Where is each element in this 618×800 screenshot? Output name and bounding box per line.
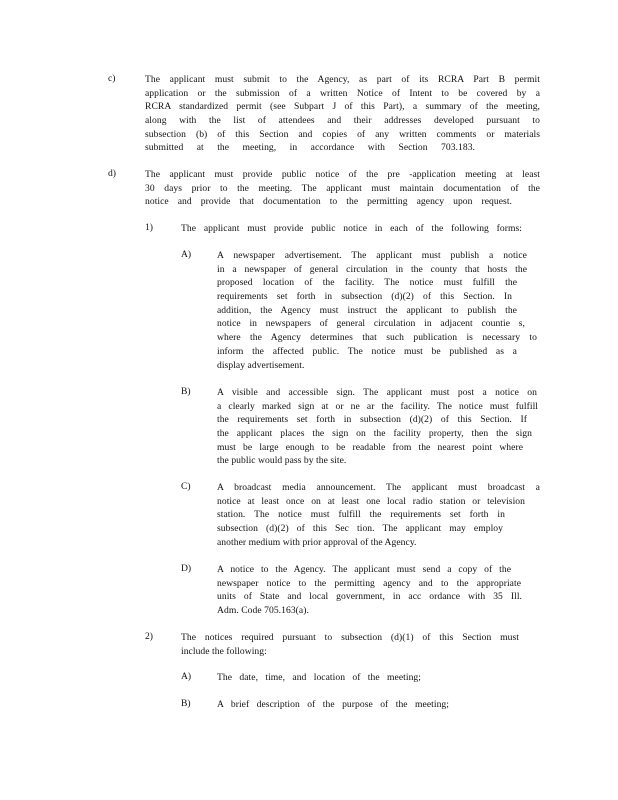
paragraph-text <box>217 481 540 549</box>
text-line: requirements set forth in subsection (d)(2) of this Section. In <box>217 291 512 303</box>
text-line: proposed location of the facility. The notice must fulfill the <box>217 277 517 289</box>
text-line: display advertisement. <box>217 359 305 371</box>
paragraph-text <box>217 563 540 618</box>
text-line: along with the list of attendees and their addresses developed pursuant to <box>145 115 540 127</box>
text-line: notice at least once on at least one local radio station or television <box>217 495 525 507</box>
paragraph-marker: B) <box>181 698 191 709</box>
text-line: where the Agency determines that such publication is necessary to <box>217 332 537 344</box>
text-line: another medium with prior approval of the Agency. <box>217 536 417 548</box>
text-line: A broadcast media announcement. The applicant must broadcast a <box>217 482 540 493</box>
paragraph-marker: D) <box>181 563 192 574</box>
text-line: station. The notice must fulfill the requirements set forth in <box>217 509 505 521</box>
paragraph-text <box>217 698 540 712</box>
text-line: notice and provide that documentation to the permitting agency upon request. <box>145 196 512 208</box>
paragraph-marker: 1) <box>145 222 153 233</box>
text-line: A brief description of the purpose of the meeting; <box>217 699 449 710</box>
text-line: A visible and accessible sign. The applicant must post a notice on <box>217 387 537 398</box>
text-line: include the following: <box>181 645 267 657</box>
paragraph-marker: d) <box>108 168 116 179</box>
text-line: a clearly marked sign at or ne ar the facility. The notice must fulfill <box>217 400 538 412</box>
text-line: inform the affected public. The notice must be published as a <box>217 345 517 357</box>
text-line: notice in newspapers of general circulation in adjacent countie s, <box>217 318 525 330</box>
paragraph-marker: A) <box>181 671 192 682</box>
text-line: subsection (b) of this Section and copies of any written comments or materials <box>145 128 540 140</box>
text-line: 30 days prior to the meeting. The applicant must maintain documentation of the <box>145 182 540 194</box>
text-line: A notice to the Agency. The applicant must send a copy of the <box>217 564 511 575</box>
text-line: addition, the Agency must instruct the applicant to publish the <box>217 304 517 316</box>
paragraph-text <box>181 631 540 658</box>
text-line: application or the submission of a written Notice of Intent to be covered by a <box>145 87 540 99</box>
text-line: Adm. Code 705.163(a). <box>217 605 309 617</box>
text-line: in a newspaper of general circulation in the county that hosts the <box>217 263 527 275</box>
paragraph-text <box>217 386 540 468</box>
paragraph-marker: A) <box>181 249 192 260</box>
text-line: The notices required pursuant to subsection (d)(1) of this Section must <box>181 632 519 643</box>
text-line: newspaper notice to the permitting agency and to the appropriate <box>217 577 521 589</box>
paragraph-marker: 2) <box>145 631 153 642</box>
text-line: must be large enough to be readable from the nearest point where <box>217 441 523 453</box>
text-line: The applicant must provide public notice of the pre -application meeting at least <box>145 169 540 180</box>
text-line: the applicant places the sign on the facility property, then the sign <box>217 428 532 440</box>
text-line: RCRA standardized permit (see Subpart J of this Part), a summary of the meeting, <box>145 101 540 113</box>
text-line: subsection (d)(2) of this Sec tion. The applicant may employ <box>217 523 503 535</box>
text-line: submitted at the meeting, in accordance with Section 703.183. <box>145 142 475 154</box>
text-line: A newspaper advertisement. The applicant must publish a notice <box>217 250 527 261</box>
paragraph-text <box>217 249 540 372</box>
paragraph-marker: C) <box>181 481 191 492</box>
text-line: The applicant must submit to the Agency, as part of its RCRA Part B permit <box>145 74 540 85</box>
text-line: The applicant must provide public notice in each of the following forms: <box>181 223 522 234</box>
paragraph-marker: c) <box>108 73 116 84</box>
text-line: the requirements set forth in subsection (d)(2) of this Section. If <box>217 414 527 426</box>
text-line: the public would pass by the site. <box>217 455 347 467</box>
text-line: The date, time, and location of the meeting; <box>217 672 421 683</box>
paragraph-text <box>217 671 540 685</box>
paragraph-text <box>145 73 540 155</box>
paragraph-text <box>181 222 522 236</box>
text-line: units of State and local government, in acc ordance with 35 Ill. <box>217 591 522 603</box>
paragraph-marker: B) <box>181 386 191 397</box>
paragraph-text <box>145 168 540 209</box>
